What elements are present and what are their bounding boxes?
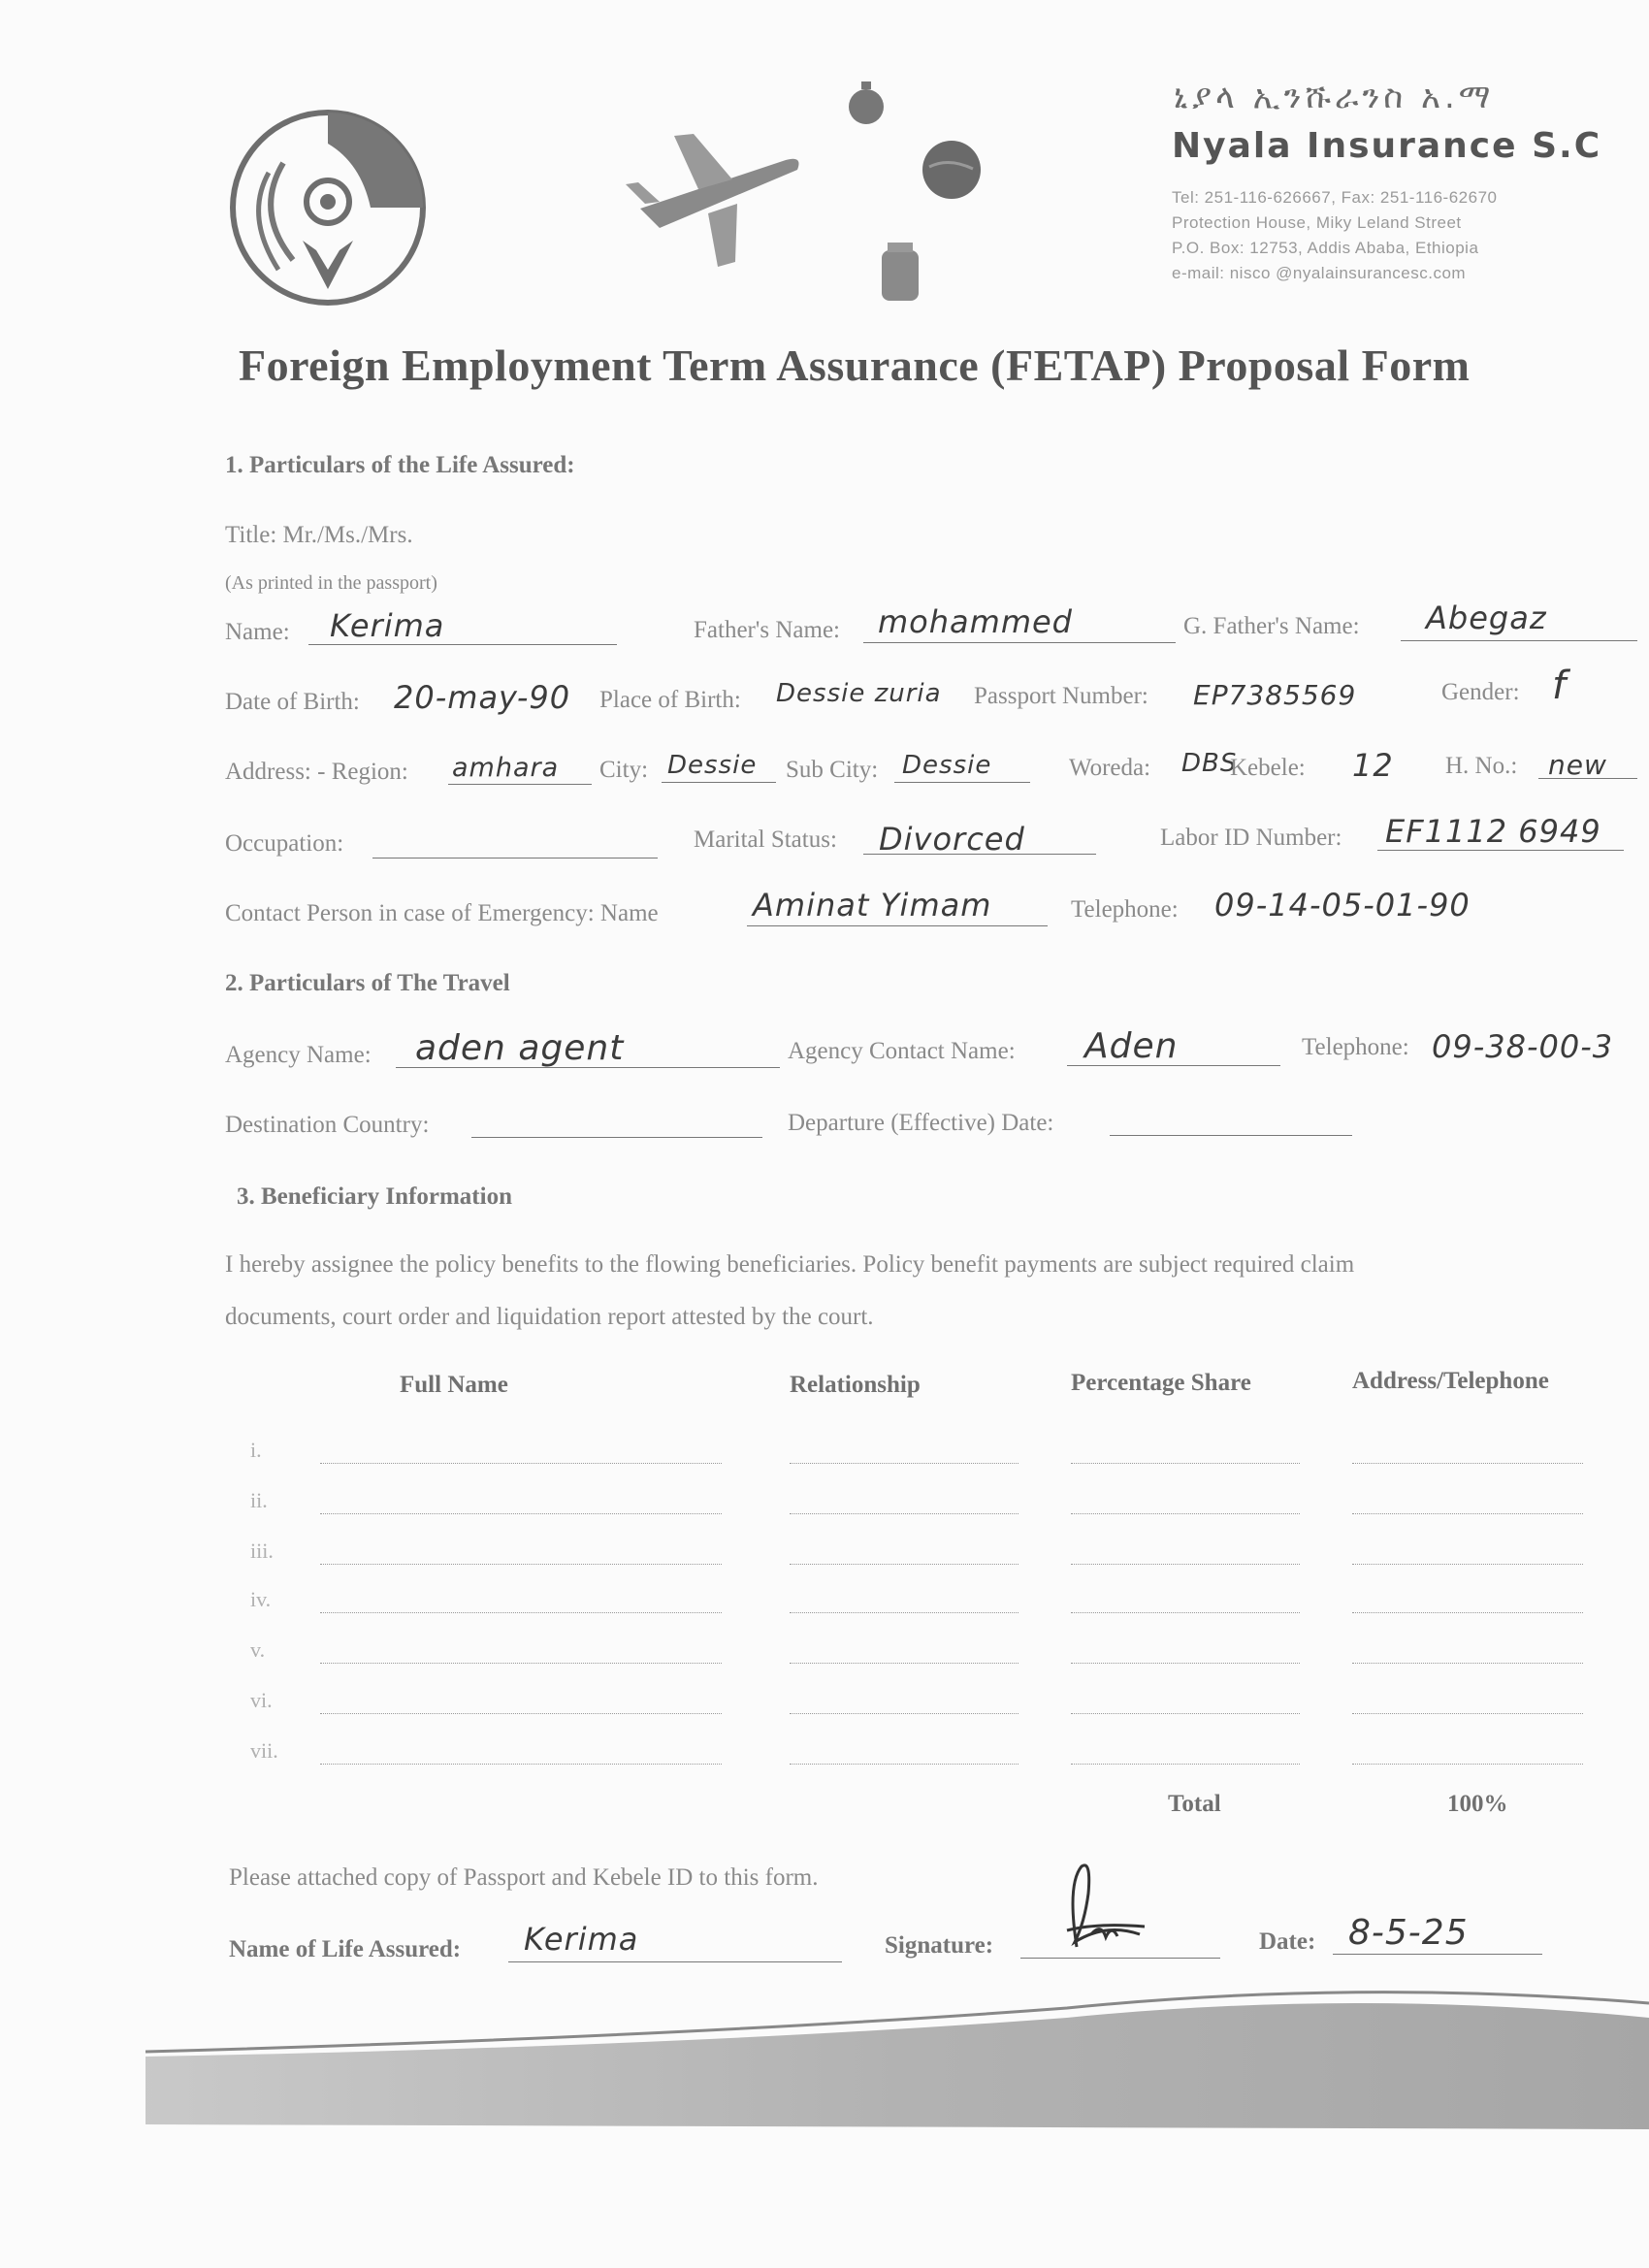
region-field[interactable] bbox=[448, 784, 592, 785]
kebele-label: Kebele: bbox=[1230, 755, 1306, 781]
bottle-icon bbox=[878, 241, 922, 305]
company-name: Nyala Insurance S.C bbox=[1172, 126, 1602, 166]
date-label: Date: bbox=[1259, 1928, 1316, 1955]
signature-mark bbox=[1048, 1855, 1164, 1961]
father-name-label: Father's Name: bbox=[694, 617, 840, 643]
father-name-field[interactable] bbox=[863, 642, 1176, 643]
total-label: Total bbox=[1168, 1791, 1221, 1817]
agency-contact-value: Aden bbox=[1084, 1026, 1179, 1066]
title-note: (As printed in the passport) bbox=[225, 572, 437, 594]
gfather-name-label: G. Father's Name: bbox=[1183, 613, 1360, 639]
agency-telephone-value: 09-38-00-3 bbox=[1432, 1028, 1614, 1065]
beneficiary-percentage-share-field[interactable] bbox=[1071, 1612, 1300, 1613]
dob-value: 20-may-90 bbox=[394, 679, 571, 716]
beneficiary-row-number: vi. bbox=[250, 1688, 273, 1712]
beneficiary-relationship-field[interactable] bbox=[790, 1663, 1018, 1664]
beneficiary-address-telephone-field[interactable] bbox=[1352, 1663, 1583, 1664]
labor-id-field[interactable] bbox=[1377, 850, 1624, 851]
labor-id-label: Labor ID Number: bbox=[1160, 825, 1342, 851]
beneficiary-percentage-share-field[interactable] bbox=[1071, 1564, 1300, 1565]
house-number-label: H. No.: bbox=[1445, 753, 1518, 779]
company-email: e-mail: nisco @nyalainsurancesc.com bbox=[1172, 264, 1467, 282]
beneficiary-relationship-field[interactable] bbox=[790, 1463, 1018, 1464]
passport-value: EP7385569 bbox=[1193, 679, 1357, 711]
beneficiary-address-telephone-field[interactable] bbox=[1352, 1612, 1583, 1613]
dob-label: Date of Birth: bbox=[225, 689, 360, 715]
gender-label: Gender: bbox=[1441, 679, 1520, 705]
beneficiary-relationship-field[interactable] bbox=[790, 1564, 1018, 1565]
agency-contact-label: Agency Contact Name: bbox=[788, 1038, 1016, 1064]
total-value: 100% bbox=[1447, 1791, 1508, 1817]
airplane-icon bbox=[621, 126, 805, 272]
column-full-name: Full Name bbox=[400, 1372, 508, 1398]
title-label: Title: Mr./Ms./Mrs. bbox=[225, 522, 413, 548]
emergency-telephone-label: Telephone: bbox=[1071, 896, 1179, 923]
city-label: City: bbox=[599, 757, 649, 783]
agency-name-label: Agency Name: bbox=[225, 1042, 372, 1068]
life-assured-name-label: Name of Life Assured: bbox=[229, 1936, 462, 1962]
beneficiary-percentage-share-field[interactable] bbox=[1071, 1463, 1300, 1464]
region-value: amhara bbox=[452, 753, 560, 783]
stopwatch-icon bbox=[842, 80, 890, 128]
pob-label: Place of Birth: bbox=[599, 687, 741, 713]
beneficiary-percentage-share-field[interactable] bbox=[1071, 1764, 1300, 1765]
company-po-box: P.O. Box: 12753, Addis Ababa, Ethiopia bbox=[1172, 239, 1479, 257]
gender-value: f bbox=[1552, 664, 1568, 708]
section2-heading: 2. Particulars of The Travel bbox=[225, 970, 510, 996]
beneficiary-relationship-field[interactable] bbox=[790, 1612, 1018, 1613]
emergency-contact-field[interactable] bbox=[747, 925, 1048, 926]
emergency-contact-label: Contact Person in case of Emergency: Name bbox=[225, 900, 659, 926]
beneficiary-address-telephone-field[interactable] bbox=[1352, 1513, 1583, 1514]
beneficiary-relationship-field[interactable] bbox=[790, 1513, 1018, 1514]
name-value: Kerima bbox=[330, 607, 445, 644]
beneficiary-paragraph-2: documents, court order and liquidation report attested by the court. bbox=[225, 1304, 874, 1330]
company-address: Protection House, Miky Leland Street bbox=[1172, 213, 1462, 232]
occupation-field[interactable] bbox=[372, 858, 658, 859]
marital-status-value: Divorced bbox=[879, 821, 1025, 858]
beneficiary-relationship-field[interactable] bbox=[790, 1764, 1018, 1765]
subcity-label: Sub City: bbox=[786, 757, 879, 783]
gfather-name-field[interactable] bbox=[1401, 640, 1637, 641]
beneficiary-address-telephone-field[interactable] bbox=[1352, 1463, 1583, 1464]
departure-date-field[interactable] bbox=[1110, 1135, 1352, 1136]
signature-label: Signature: bbox=[885, 1932, 994, 1959]
agency-telephone-label: Telephone: bbox=[1302, 1034, 1409, 1060]
marital-status-label: Marital Status: bbox=[694, 826, 837, 853]
agency-name-value: aden agent bbox=[415, 1028, 625, 1068]
date-field[interactable] bbox=[1333, 1954, 1542, 1955]
column-percentage-share: Percentage Share bbox=[1071, 1370, 1251, 1396]
beneficiary-full-name-field[interactable] bbox=[320, 1663, 722, 1664]
beneficiary-full-name-field[interactable] bbox=[320, 1713, 722, 1714]
beneficiary-row-number: vii. bbox=[250, 1738, 278, 1763]
beneficiary-full-name-field[interactable] bbox=[320, 1612, 722, 1613]
father-name-value: mohammed bbox=[878, 603, 1073, 640]
beneficiary-percentage-share-field[interactable] bbox=[1071, 1513, 1300, 1514]
beneficiary-row-number: i. bbox=[250, 1438, 262, 1462]
globe-icon bbox=[920, 138, 984, 202]
beneficiary-address-telephone-field[interactable] bbox=[1352, 1713, 1583, 1714]
passport-label: Passport Number: bbox=[974, 683, 1148, 709]
beneficiary-full-name-field[interactable] bbox=[320, 1513, 722, 1514]
company-amharic-name: ኒያላ ኢንሹራንስ አ.ማ bbox=[1174, 78, 1495, 116]
emergency-contact-value: Aminat Yimam bbox=[753, 887, 992, 923]
section1-heading: 1. Particulars of the Life Assured: bbox=[225, 452, 575, 478]
column-relationship: Relationship bbox=[790, 1372, 921, 1398]
name-label: Name: bbox=[225, 619, 290, 645]
beneficiary-full-name-field[interactable] bbox=[320, 1564, 722, 1565]
house-number-value: new bbox=[1548, 749, 1607, 781]
beneficiary-row-number: ii. bbox=[250, 1488, 268, 1512]
life-assured-name-field[interactable] bbox=[508, 1961, 842, 1962]
woreda-label: Woreda: bbox=[1069, 755, 1151, 781]
gfather-name-value: Abegaz bbox=[1426, 599, 1547, 636]
beneficiary-relationship-field[interactable] bbox=[790, 1713, 1018, 1714]
footer-wave-band bbox=[0, 1979, 1649, 2154]
pob-value: Dessie zuria bbox=[776, 679, 942, 708]
labor-id-value: EF1112 6949 bbox=[1385, 813, 1601, 850]
region-label: Address: - Region: bbox=[225, 759, 408, 785]
kebele-value: 12 bbox=[1352, 747, 1394, 784]
name-field[interactable] bbox=[308, 644, 617, 645]
section3-heading: 3. Beneficiary Information bbox=[237, 1183, 512, 1210]
beneficiary-full-name-field[interactable] bbox=[320, 1764, 722, 1765]
beneficiary-address-telephone-field[interactable] bbox=[1352, 1564, 1583, 1565]
beneficiary-full-name-field[interactable] bbox=[320, 1463, 722, 1464]
city-field[interactable] bbox=[662, 782, 776, 783]
subcity-value: Dessie bbox=[902, 751, 992, 780]
column-address-telephone: Address/Telephone bbox=[1352, 1368, 1549, 1394]
beneficiary-row-number: v. bbox=[250, 1637, 266, 1662]
destination-label: Destination Country: bbox=[225, 1112, 430, 1138]
form-title: Foreign Employment Term Assurance (FETAP) Proposal Form bbox=[239, 340, 1471, 390]
beneficiary-paragraph: I hereby assignee the policy benefits to the flowing beneficiaries. Policy benefit payments are subject required claim bbox=[225, 1251, 1355, 1278]
departure-date-label: Departure (Effective) Date: bbox=[788, 1110, 1054, 1136]
company-tel: Tel: 251-116-626667, Fax: 251-116-62670 bbox=[1172, 188, 1498, 207]
company-logo bbox=[225, 105, 431, 310]
date-value: 8-5-25 bbox=[1348, 1913, 1469, 1953]
woreda-value: DBS bbox=[1181, 749, 1238, 778]
beneficiary-percentage-share-field[interactable] bbox=[1071, 1663, 1300, 1664]
occupation-label: Occupation: bbox=[225, 830, 344, 857]
life-assured-name-value: Kerima bbox=[524, 1921, 639, 1958]
beneficiary-address-telephone-field[interactable] bbox=[1352, 1764, 1583, 1765]
beneficiary-percentage-share-field[interactable] bbox=[1071, 1713, 1300, 1714]
beneficiary-row-number: iv. bbox=[250, 1587, 272, 1611]
subcity-field[interactable] bbox=[894, 782, 1030, 783]
city-value: Dessie bbox=[667, 751, 758, 780]
attach-note: Please attached copy of Passport and Kebele ID to this form. bbox=[229, 1864, 819, 1891]
beneficiary-row-number: iii. bbox=[250, 1539, 274, 1563]
destination-field[interactable] bbox=[471, 1137, 762, 1138]
emergency-telephone-value: 09-14-05-01-90 bbox=[1214, 887, 1471, 923]
